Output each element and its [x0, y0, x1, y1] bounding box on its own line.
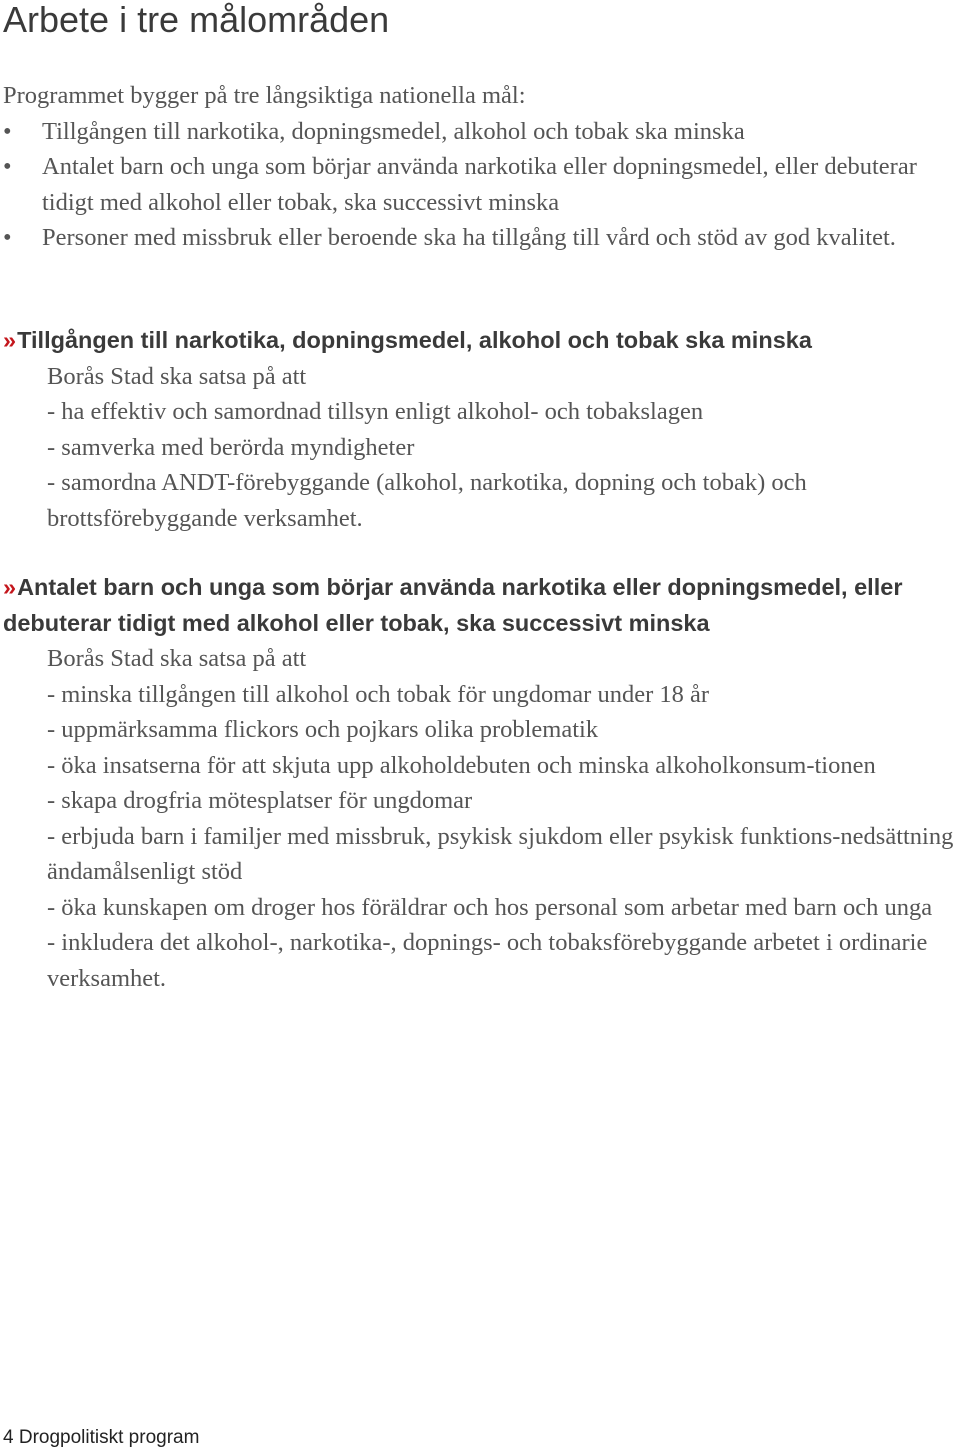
section-heading-text: Antalet barn och unga som börjar använda narkotika eller dopningsmedel, eller debuterar tidigt med alkohol eller tobak, ska successivt minska	[3, 574, 903, 636]
page-number: 4	[3, 1427, 14, 1448]
page-title: Arbete i tre målområden	[3, 0, 390, 40]
section-lead: Borås Stad ska satsa på att	[47, 645, 307, 672]
chevron-right-icon: »	[3, 327, 16, 353]
goal-text: Personer med missbruk eller beroende ska ha tillgång till vård och stöd av god kvalitet.	[42, 224, 896, 251]
list-item	[3, 149, 958, 220]
list-item: - öka insatserna för att skjuta upp alkoholdebuten och minska alkoholkonsum-tionen	[47, 751, 876, 779]
section-heading	[3, 570, 958, 641]
goal-text: Tillgången till narkotika, dopningsmedel, alkohol och tobak ska minska	[42, 117, 745, 145]
list-item	[3, 220, 958, 256]
section-heading	[3, 323, 958, 359]
section-body	[3, 641, 958, 996]
section-availability	[3, 323, 958, 536]
bullet-icon: •	[3, 117, 12, 145]
list-item: - ha effektiv och samordnad tillsyn enligt alkohol- och tobakslagen	[47, 398, 704, 425]
intro-section	[3, 78, 958, 256]
list-item: - skapa drogfria mötesplatser för ungdomar	[47, 787, 473, 814]
section-youth	[3, 570, 958, 996]
list-item: - öka kunskapen om droger hos föräldrar och hos personal som arbetar med barn och unga	[47, 893, 933, 921]
goal-text: Antalet barn och unga som börjar använda narkotika eller dopningsmedel, eller debuterar tidigt med alkohol eller tobak, ska successivt minska	[42, 153, 917, 216]
section-heading-text: Tillgången till narkotika, dopningsmedel, alkohol och tobak ska minska	[17, 327, 812, 353]
document-title: Drogpolitiskt program	[18, 1427, 200, 1448]
list-item: - samverka med berörda myndigheter	[47, 433, 415, 461]
list-item	[3, 114, 958, 150]
bullet-icon: •	[3, 224, 12, 251]
national-goals-list	[3, 114, 958, 256]
list-item: - uppmärksamma flickors och pojkars olika problematik	[47, 716, 599, 743]
list-item: - samordna ANDT-förebyggande (alkohol, narkotika, dopning och tobak) och brottsförebyggande verksamhet.	[47, 469, 807, 532]
intro-lead: Programmet bygger på tre långsiktiga nationella mål:	[3, 82, 526, 109]
bullet-icon: •	[3, 153, 12, 180]
chevron-right-icon: »	[3, 574, 16, 600]
section-body	[3, 359, 958, 537]
page-footer	[3, 1426, 199, 1450]
list-item: - erbjuda barn i familjer med missbruk, psykisk sjukdom eller psykisk funktions-nedsättning ändamålsenligt stöd	[47, 822, 954, 885]
list-item: - inkludera det alkohol-, narkotika-, dopnings- och tobaksförebyggande arbetet i ordinarie verksamhet.	[47, 929, 928, 992]
list-item: - minska tillgången till alkohol och tobak för ungdomar under 18 år	[47, 680, 710, 708]
section-lead: Borås Stad ska satsa på att	[47, 362, 307, 390]
